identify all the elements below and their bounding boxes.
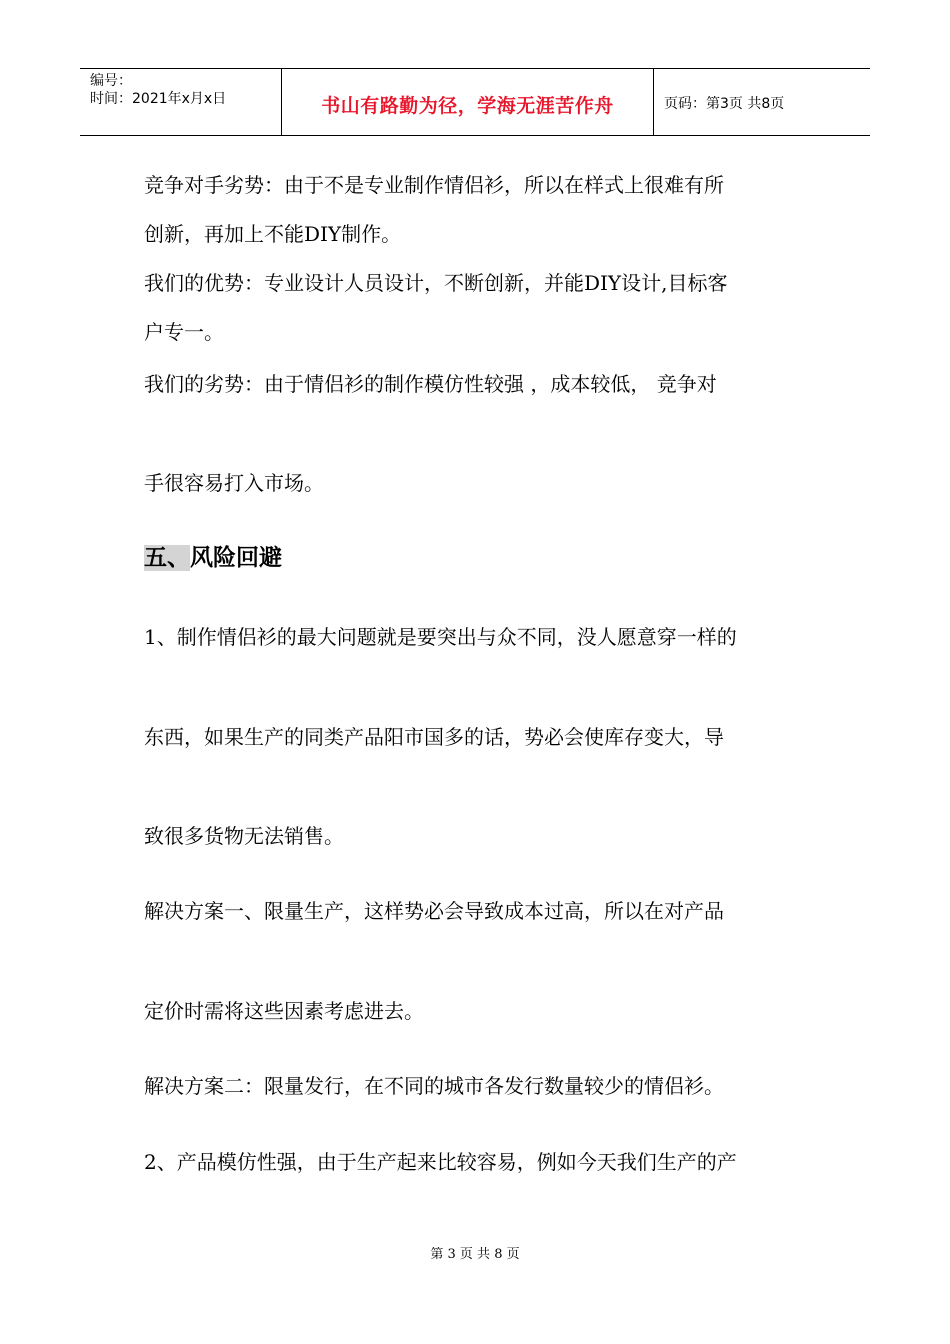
paragraph-line: 户专一。 (144, 320, 224, 344)
paragraph-line: 解决方案二：限量发行，在不同的城市各发行数量较少的情侣衫。 (144, 1074, 724, 1098)
paragraph-line: 竞争对手劣势：由于不是专业制作情侣衫，所以在样式上很难有所 (144, 173, 724, 197)
paragraph-line: 我们的劣势：由于情侣衫的制作模仿性较强 ，成本较低， 竞争对 (144, 372, 717, 396)
section-title: 风险回避 (190, 545, 282, 571)
document-time-label: 时间：2021年x月x日 (90, 91, 227, 107)
section-heading (144, 542, 282, 574)
paragraph-line: 1、制作情侣衫的最大问题就是要突出与众不同，没人愿意穿一样的 (144, 625, 737, 649)
paragraph-line: 我们的优势：专业设计人员设计，不断创新，并能DIY设计,目标客 (144, 271, 728, 295)
paragraph-line: 定价时需将这些因素考虑进去。 (144, 999, 424, 1023)
header-motto: 书山有路勤为径，学海无涯苦作舟 (321, 94, 614, 117)
paragraph-line: 解决方案一、限量生产，这样势必会导致成本过高，所以在对产品 (144, 899, 724, 923)
paragraph-line: 创新，再加上不能DIY制作。 (144, 222, 402, 246)
header-meta-cell (80, 69, 282, 135)
paragraph-line: 致很多货物无法销售。 (144, 824, 344, 848)
header-page-cell (654, 69, 870, 135)
section-number: 五、 (144, 545, 190, 571)
header-motto-cell (282, 69, 654, 135)
header-page-info: 页码：第3页 共8页 (664, 96, 785, 112)
paragraph-line: 2、产品模仿性强，由于生产起来比较容易，例如今天我们生产的产 (144, 1150, 737, 1174)
page-header (80, 68, 870, 136)
paragraph-line: 东西，如果生产的同类产品阳市国多的话，势必会使库存变大，导 (144, 725, 724, 749)
page-footer: 第 3 页 共 8 页 (430, 1247, 520, 1262)
document-number-label: 编号： (90, 73, 132, 89)
paragraph-line: 手很容易打入市场。 (144, 471, 324, 495)
